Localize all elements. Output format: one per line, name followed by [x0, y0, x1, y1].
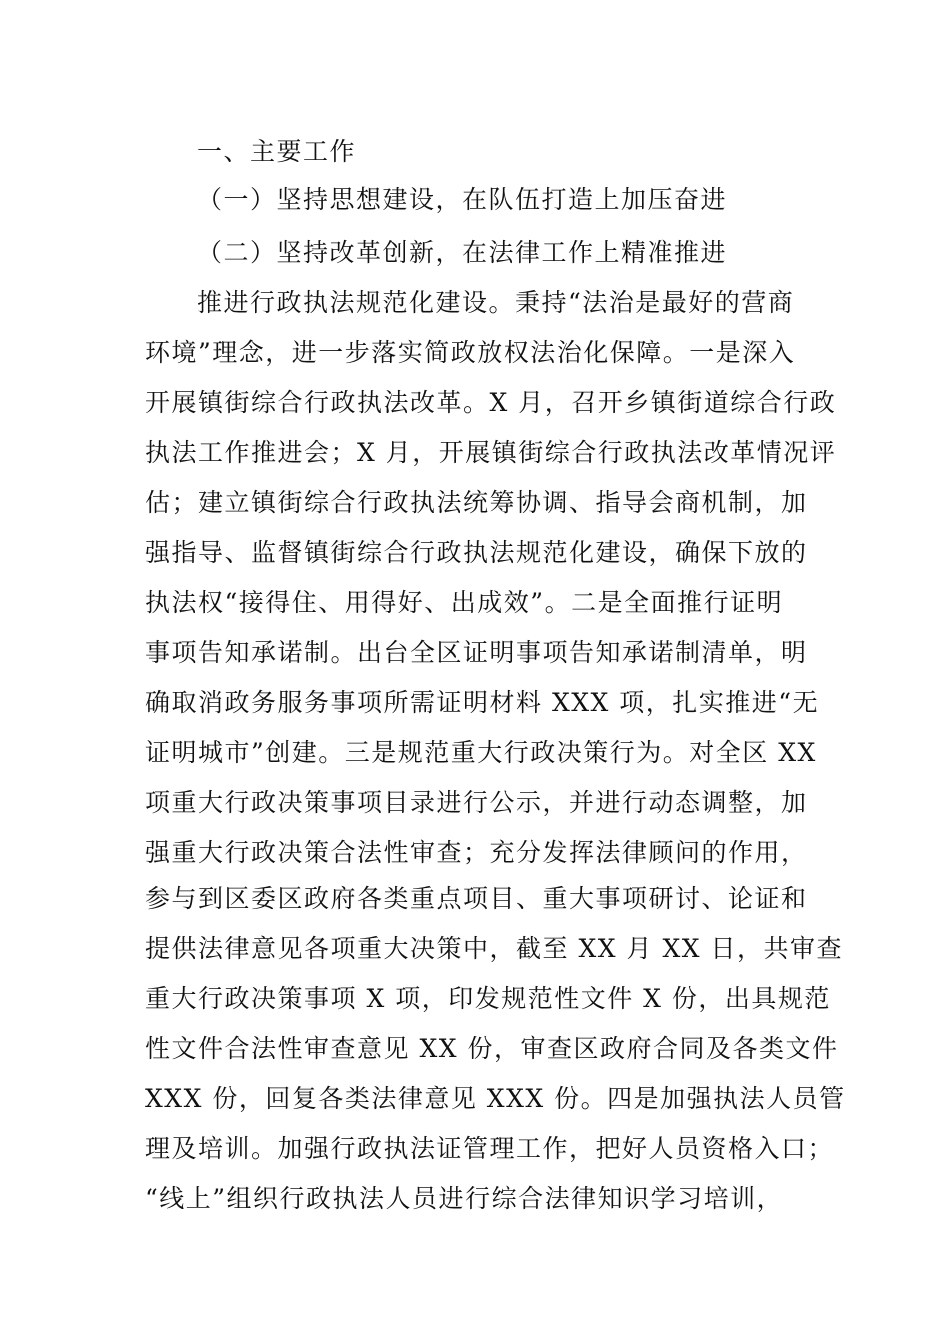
paragraph-line: 强重大行政决策合法性审查；充分发挥法律顾问的作用，: [145, 838, 808, 867]
paragraph-line: 重大行政决策事项 X 项，印发规范性文件 X 份，出具规范: [145, 984, 831, 1013]
paragraph-line: 开展镇街综合行政执法改革。X 月，召开乡镇街道综合行政: [145, 388, 837, 417]
heading-main-work: 一、主要工作: [197, 137, 357, 166]
paragraph-line: 事项告知承诺制。出台全区证明事项告知承诺制清单，明: [145, 638, 808, 667]
paragraph-line: 确取消政务服务事项所需证明材料 XXX 项，扎实推进“无: [145, 688, 820, 717]
paragraph-line: 估；建立镇街综合行政执法统筹协调、指导会商机制，加: [145, 488, 808, 517]
subheading-reform-innovation: （二）坚持改革创新，在法律工作上精准推进: [197, 238, 728, 267]
paragraph-line: 性文件合法性审查意见 XX 份，审查区政府合同及各类文件: [145, 1034, 839, 1063]
paragraph-line: “线上”组织行政执法人员进行综合法律知识学习培训，: [145, 1184, 784, 1213]
paragraph-line: 推进行政执法规范化建设。秉持“法治是最好的营商: [197, 288, 795, 317]
paragraph-line: 证明城市”创建。三是规范重大行政决策行为。对全区 XX: [145, 738, 817, 767]
paragraph-line: 项重大行政决策事项目录进行公示，并进行动态调整，加: [145, 788, 808, 817]
paragraph-line: 环境”理念，进一步落实简政放权法治化保障。一是深入: [145, 338, 796, 367]
paragraph-line: 执法权“接得住、用得好、出成效”。二是全面推行证明: [145, 588, 784, 617]
paragraph-line: 执法工作推进会；X 月，开展镇街综合行政执法改革情况评: [145, 438, 837, 467]
paragraph-line: 理及培训。加强行政执法证管理工作，把好人员资格入口；: [145, 1134, 835, 1163]
subheading-ideological-building: （一）坚持思想建设，在队伍打造上加压奋进: [197, 185, 728, 214]
paragraph-line: XXX 份，回复各类法律意见 XXX 份。四是加强执法人员管: [145, 1084, 846, 1113]
paragraph-line: 参与到区委区政府各类重点项目、重大事项研讨、论证和: [145, 884, 808, 913]
paragraph-line: 强指导、监督镇街综合行政执法规范化建设，确保下放的: [145, 538, 808, 567]
paragraph-line: 提供法律意见各项重大决策中，截至 XX 月 XX 日，共审查: [145, 934, 843, 963]
